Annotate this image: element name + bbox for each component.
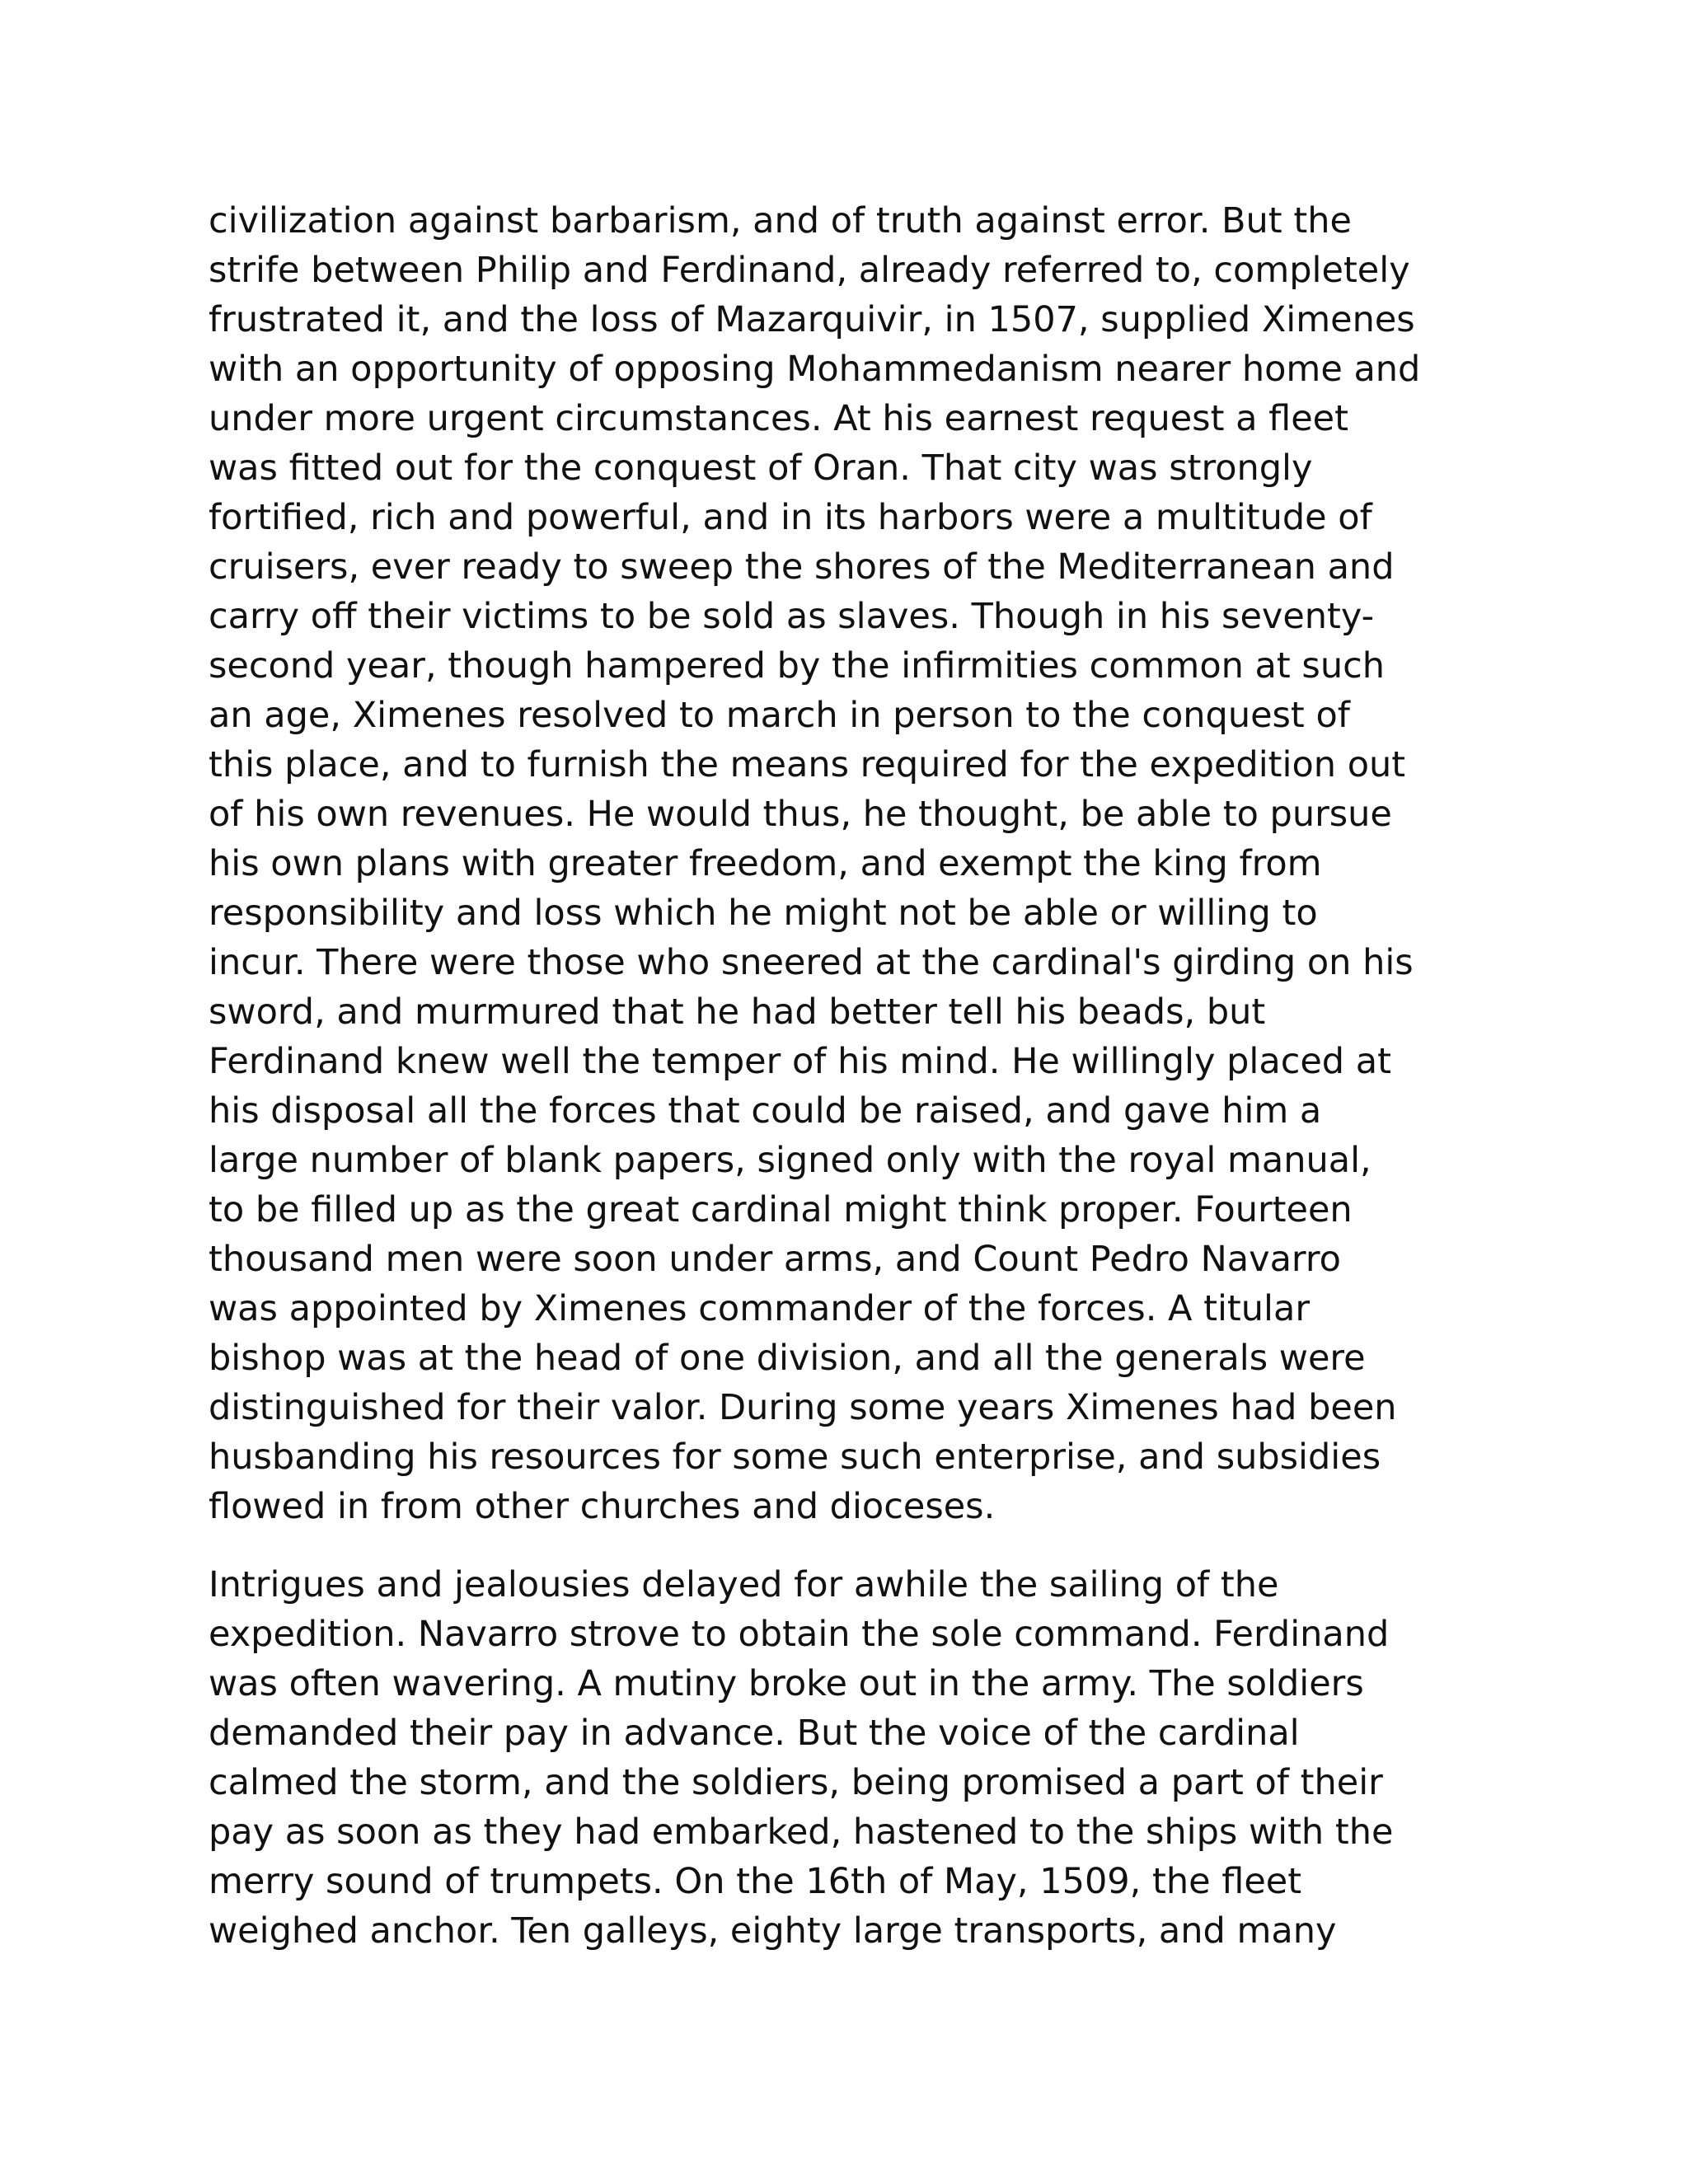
text-line: under more urgent circumstances. At his earnest request a fleet xyxy=(209,398,1348,439)
text-line: flowed in from other churches and dioceses. xyxy=(209,1486,996,1527)
text-line: Ferdinand knew well the temper of his mind. He willingly placed at xyxy=(209,1041,1391,1082)
text-line: frustrated it, and the loss of Mazarquivir, in 1507, supplied Ximenes xyxy=(209,299,1415,340)
text-line: bishop was at the head of one division, and all the generals were xyxy=(209,1338,1366,1379)
paragraph-1 xyxy=(209,196,1494,1531)
text-line: sword, and murmured that he had better tell his beads, but xyxy=(209,991,1266,1033)
text-line: expedition. Navarro strove to obtain the sole command. Ferdinand xyxy=(209,1614,1390,1655)
text-line: pay as soon as they had embarked, hastened to the ships with the xyxy=(209,1811,1394,1853)
text-line: of his own revenues. He would thus, he thought, be able to pursue xyxy=(209,794,1392,835)
text-line: his own plans with greater freedom, and exempt the king from xyxy=(209,843,1322,884)
text-line: distinguished for their valor. During some years Ximenes had been xyxy=(209,1387,1397,1428)
text-line: husbanding his resources for some such enterprise, and subsidies xyxy=(209,1436,1381,1478)
text-line: with an opportunity of opposing Mohammedanism nearer home and xyxy=(209,349,1421,390)
text-line: strife between Philip and Ferdinand, already referred to, completely xyxy=(209,250,1410,291)
text-line: was appointed by Ximenes commander of the forces. A titular xyxy=(209,1288,1311,1329)
text-line: Intrigues and jealousies delayed for awhile the sailing of the xyxy=(209,1564,1279,1605)
text-line: this place, and to furnish the means required for the expedition out xyxy=(209,744,1406,785)
text-line: incur. There were those who sneered at the cardinal's girding on his xyxy=(209,942,1414,983)
text-line: was often wavering. A mutiny broke out in the army. The soldiers xyxy=(209,1663,1364,1704)
text-line: large number of blank papers, signed only with the royal manual, xyxy=(209,1140,1372,1181)
text-line: fortified, rich and powerful, and in its harbors were a multitude of xyxy=(209,497,1372,538)
text-line: cruisers, ever ready to sweep the shores of the Mediterranean and xyxy=(209,546,1395,588)
text-line: demanded their pay in advance. But the voice of the cardinal xyxy=(209,1713,1300,1754)
text-line: thousand men were soon under arms, and Count Pedro Navarro xyxy=(209,1239,1341,1280)
text-line: was fitted out for the conquest of Oran. That city was strongly xyxy=(209,448,1313,489)
paragraph-2 xyxy=(209,1560,1494,1956)
text-line: merry sound of trumpets. On the 16th of May, 1509, the fleet xyxy=(209,1861,1302,1902)
text-line: calmed the storm, and the soldiers, being promised a part of their xyxy=(209,1762,1383,1803)
text-line: an age, Ximenes resolved to march in person to the conquest of xyxy=(209,695,1350,736)
text-line: civilization against barbarism, and of truth against error. But the xyxy=(209,200,1352,241)
text-line: responsibility and loss which he might not be able or willing to xyxy=(209,893,1318,934)
text-line: carry off their victims to be sold as slaves. Though in his seventy- xyxy=(209,596,1375,637)
text-line: weighed anchor. Ten galleys, eighty large transports, and many xyxy=(209,1910,1337,1952)
text-line: his disposal all the forces that could be raised, and gave him a xyxy=(209,1090,1322,1132)
text-line: second year, though hampered by the infirmities common at such xyxy=(209,645,1385,687)
text-line: to be filled up as the great cardinal might think proper. Fourteen xyxy=(209,1189,1353,1230)
